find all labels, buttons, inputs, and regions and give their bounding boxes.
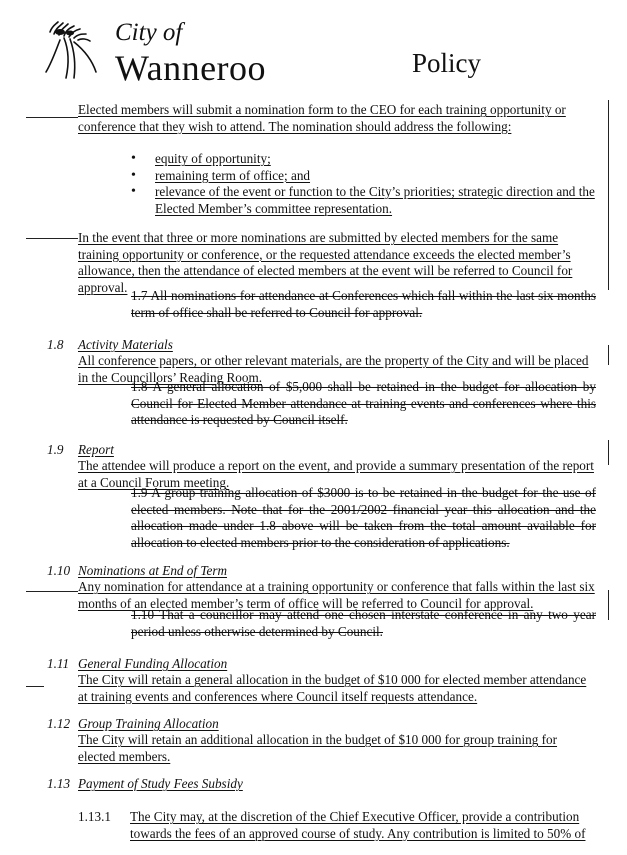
clause-number: 1.13.1 bbox=[78, 809, 111, 824]
org-name-line2: Wanneroo bbox=[115, 48, 267, 88]
referral-paragraph: In the event that three or more nominations are submitted by elected members for the same training opportunity or conference, or the requested attendance exceeds the elected member’s allowance, then the attendance of elected members at the event will be referred to Council for approval. bbox=[78, 230, 573, 295]
deleted-clause-1-10: 1.10 That a councillor may attend one chosen interstate conference in any two year period unless otherwise determined by Council. bbox=[131, 607, 596, 639]
deleted-clause-1-8: 1.8 A general allocation of $5,000 shall be retained in the budget for allocation by Council for Elected Member attendance at training events and conferences where this attendance is requested by Council itself. bbox=[131, 379, 596, 427]
clause-1-13-1 bbox=[78, 809, 596, 842]
deleted-clause-1-9: 1.9 A group training allocation of $3000 is to be retained in the budget for the use of elected members. Note that for the 2001/2002 financial year this allocation and the allocation made under 1.8 above will be taken from the total amount available for allocation to elected members prior to the consideration of applications. bbox=[131, 485, 596, 550]
section-body-1-9: The attendee will produce a report on the event, and provide a summary presentation of the report at a Council Forum meeting. bbox=[78, 458, 594, 490]
criteria-list bbox=[127, 151, 597, 217]
section-title: Activity Materials bbox=[78, 337, 173, 352]
section-number: 1.11 bbox=[47, 656, 70, 671]
revision-bar bbox=[608, 100, 609, 290]
clause-line: The City may, at the discretion of the Chief Executive Officer, provide a contribution bbox=[130, 809, 580, 824]
intro-paragraph: Elected members will submit a nomination form to the CEO for each training opportunity or conference that they wish to attend. The nomination should address the following: bbox=[78, 102, 566, 134]
org-name-line1: City of bbox=[115, 19, 183, 46]
change-marker bbox=[26, 591, 78, 592]
section-title: Nominations at End of Term bbox=[78, 563, 227, 578]
clause-line: towards the fees of an approved course of study. Any contribution is limited to 50% of bbox=[130, 825, 586, 841]
change-marker bbox=[26, 117, 78, 118]
section-title: Group Training Allocation bbox=[78, 716, 219, 731]
section-body-1-10: Any nomination for attendance at a training opportunity or conference that falls within the last six months of an elected member’s term of office will be referred to Council for approval. bbox=[78, 579, 595, 611]
revision-bar bbox=[608, 440, 609, 465]
section-body-1-8: All conference papers, or other relevant materials, are the property of the City and will be placed in the Councillors’ Reading Room. bbox=[78, 353, 589, 385]
section-title: General Funding Allocation bbox=[78, 656, 228, 671]
section-body-1-12: The City will retain an additional allocation in the budget of $10 000 for group training for elected members. bbox=[78, 732, 558, 764]
section-number: 1.10 bbox=[47, 563, 71, 578]
change-marker bbox=[26, 686, 44, 687]
section-heading-1-12 bbox=[47, 716, 219, 733]
list-item: • relevance of the event or function to the City’s priorities; strategic direction and the Elected Member’s committee representation. bbox=[127, 184, 597, 217]
list-item: • remaining term of office; and bbox=[127, 168, 597, 185]
section-heading-1-13 bbox=[47, 776, 243, 793]
section-number: 1.9 bbox=[47, 442, 64, 457]
section-title: Payment of Study Fees Subsidy bbox=[78, 776, 243, 791]
revision-bar bbox=[608, 345, 609, 365]
section-number: 1.8 bbox=[47, 337, 64, 352]
section-number: 1.13 bbox=[47, 776, 71, 791]
list-item: • equity of opportunity; bbox=[127, 151, 597, 168]
section-body-1-11: The City will retain a general allocation in the budget of $10 000 for elected member attendance at training events and conferences where Council itself requests attendance. bbox=[78, 672, 587, 704]
section-title: Report bbox=[78, 442, 114, 457]
section-heading-1-10 bbox=[47, 563, 227, 580]
deleted-clause-1-7: 1.7 All nominations for attendance at Conferences which fall within the last six months term of office shall be referred to Council for approval. bbox=[131, 288, 596, 320]
city-of-wanneroo-logo bbox=[44, 20, 106, 82]
section-number: 1.12 bbox=[47, 716, 71, 731]
section-heading-1-9 bbox=[47, 442, 114, 459]
section-heading-1-11 bbox=[47, 656, 227, 673]
document-type: Policy bbox=[412, 48, 482, 78]
revision-bar bbox=[608, 590, 609, 620]
section-heading-1-8 bbox=[47, 337, 173, 354]
change-marker bbox=[26, 238, 78, 239]
